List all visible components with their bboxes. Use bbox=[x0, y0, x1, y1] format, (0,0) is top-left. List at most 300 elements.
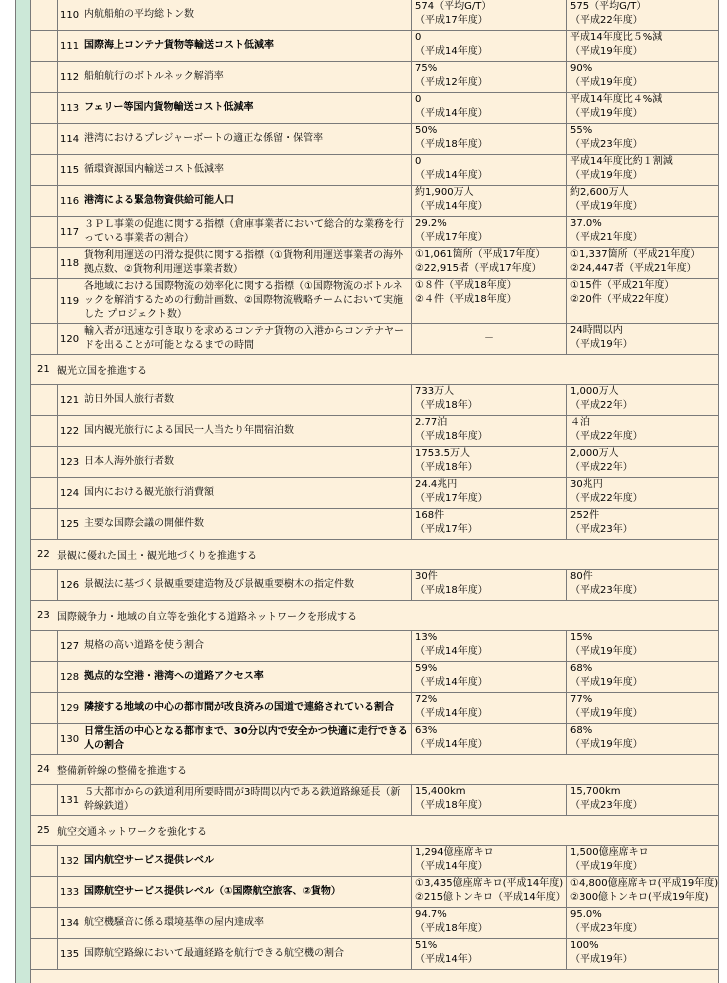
value-text: ①4,800億座席キロ(平成19年度) bbox=[570, 878, 719, 889]
value-text: 2.77泊 bbox=[415, 417, 448, 428]
target-value-cell bbox=[566, 248, 718, 278]
value-period: （平成19年度） bbox=[570, 739, 643, 750]
row-gutter bbox=[31, 62, 58, 92]
table-row bbox=[31, 248, 718, 279]
section-header-22 bbox=[31, 540, 718, 570]
baseline-value-cell bbox=[411, 385, 566, 415]
value-text: 30兆円 bbox=[570, 479, 603, 490]
value-text: 80件 bbox=[570, 571, 593, 582]
value-text: 574（平均G/T） bbox=[415, 1, 492, 12]
value-period: （平成18年度） bbox=[415, 139, 488, 150]
value-period: （平成14年度） bbox=[415, 108, 488, 119]
table-row bbox=[31, 846, 718, 877]
value-period: ②24,447者（平成21年度） bbox=[570, 263, 697, 274]
row-gutter bbox=[31, 662, 58, 692]
indicator-label: 景観法に基づく景観重要建造物及び景観重要樹木の指定件数 bbox=[84, 579, 354, 590]
section-title bbox=[37, 540, 257, 569]
row-gutter bbox=[31, 385, 58, 415]
value-text: 50% bbox=[415, 125, 438, 136]
target-value-cell bbox=[566, 124, 718, 154]
row-gutter bbox=[31, 0, 58, 30]
value-text: 1753.5万人 bbox=[415, 448, 470, 459]
indicator-number: 110 bbox=[60, 9, 80, 21]
indicator-label: 内航船舶の平均総トン数 bbox=[84, 9, 194, 20]
indicator-cell bbox=[58, 62, 411, 92]
table-row bbox=[31, 509, 718, 540]
value-period: （平成14年度） bbox=[415, 201, 488, 212]
target-value-cell bbox=[566, 908, 718, 938]
value-period: （平成18年度） bbox=[415, 585, 488, 596]
indicator-number: 125 bbox=[60, 518, 80, 530]
baseline-value-cell bbox=[411, 186, 566, 216]
table-row bbox=[31, 0, 718, 31]
table-row bbox=[31, 693, 718, 724]
row-gutter bbox=[31, 93, 58, 123]
indicator-label: 輸入者が迅速な引き取りを求めるコンテナ貨物の入港からコンテナヤードを出ることが可能となるまでの時間 bbox=[84, 326, 404, 351]
section-number: 24 bbox=[37, 764, 50, 775]
indicator-cell bbox=[58, 785, 411, 815]
value-text: 13% bbox=[415, 632, 438, 643]
value-text: ①1,061箇所（平成17年度） bbox=[415, 249, 546, 260]
value-period: （平成14年度） bbox=[415, 170, 488, 181]
indicator-label: ３ＰＬ事業の促進に関する指標（倉庫事業者において総合的な業務を行っている事業者の割合） bbox=[84, 219, 404, 244]
value-text: ①1,337箇所（平成21年度） bbox=[570, 249, 701, 260]
indicator-number: 119 bbox=[60, 295, 80, 307]
value-period: （平成14年度） bbox=[415, 46, 488, 57]
indicator-cell bbox=[58, 877, 411, 907]
row-gutter bbox=[31, 248, 58, 278]
value-period: （平成18年度） bbox=[415, 431, 488, 442]
indicator-label: 隣接する地域の中心の都市間が改良済みの国道で連絡されている割合 bbox=[84, 702, 394, 713]
indicator-cell bbox=[58, 385, 411, 415]
row-gutter bbox=[31, 509, 58, 539]
value-text: 29.2% bbox=[415, 218, 447, 229]
baseline-value-cell bbox=[411, 248, 566, 278]
indicator-cell bbox=[58, 724, 411, 754]
target-value-cell bbox=[566, 416, 718, 446]
indicator-number: 132 bbox=[60, 855, 80, 867]
section-number: 22 bbox=[37, 549, 50, 560]
table-row bbox=[31, 478, 718, 509]
value-text: 68% bbox=[570, 663, 593, 674]
indicator-cell bbox=[58, 0, 411, 30]
value-period: （平成23年） bbox=[570, 524, 633, 535]
indicator-number: 115 bbox=[60, 164, 80, 176]
value-period: （平成19年） bbox=[570, 339, 633, 350]
section-header-21 bbox=[31, 355, 718, 385]
section-title bbox=[37, 816, 207, 845]
value-period: （平成19年度） bbox=[570, 77, 643, 88]
section-header-24 bbox=[31, 755, 718, 785]
indicator-label: 各地域における国際物流の効率化に関する指標（①国際物流のボトルネックを解消するための行動計画数、②国際物流戦略チームにおいて実施した プロジェクト数） bbox=[84, 281, 403, 320]
value-period: ②20件（平成22年度） bbox=[570, 294, 675, 305]
row-gutter bbox=[31, 447, 58, 477]
value-period: （平成17年度） bbox=[415, 15, 488, 26]
indicator-label: フェリー等国内貨物輸送コスト低減率 bbox=[84, 102, 254, 113]
target-value-cell bbox=[566, 631, 718, 661]
indicator-label: 港湾による緊急物資供給可能人口 bbox=[84, 195, 234, 206]
target-value-cell bbox=[566, 62, 718, 92]
row-gutter bbox=[31, 279, 58, 323]
indicator-number: 120 bbox=[60, 333, 80, 345]
indicator-number: 118 bbox=[60, 257, 80, 269]
value-text: 94.7% bbox=[415, 909, 447, 920]
baseline-value-cell bbox=[411, 846, 566, 876]
row-gutter bbox=[31, 631, 58, 661]
value-text: 2,000万人 bbox=[570, 448, 619, 459]
value-period: （平成14年度） bbox=[415, 646, 488, 657]
value-text: 252件 bbox=[570, 510, 600, 521]
indicator-cell bbox=[58, 31, 411, 61]
indicator-label: 国内における観光旅行消費額 bbox=[84, 487, 214, 498]
target-value-cell bbox=[566, 31, 718, 61]
section-header-25 bbox=[31, 816, 718, 846]
value-text: 24.4兆円 bbox=[415, 479, 458, 490]
indicator-cell bbox=[58, 416, 411, 446]
table-row bbox=[31, 186, 718, 217]
indicator-cell bbox=[58, 248, 411, 278]
value-period: （平成14年度） bbox=[415, 708, 488, 719]
table-row bbox=[31, 124, 718, 155]
value-text: 90% bbox=[570, 63, 593, 74]
section-label: 国際競争力・地域の自立等を強化する道路ネットワークを形成する bbox=[57, 612, 357, 623]
indicator-cell bbox=[58, 124, 411, 154]
section-number: 25 bbox=[37, 825, 50, 836]
indicator-number: 124 bbox=[60, 487, 80, 499]
value-period: （平成22年度） bbox=[570, 431, 643, 442]
target-value-cell bbox=[566, 570, 718, 600]
value-period: （平成19年度） bbox=[570, 646, 643, 657]
indicator-number: 114 bbox=[60, 133, 80, 145]
baseline-value-cell bbox=[411, 62, 566, 92]
indicator-table bbox=[30, 0, 719, 983]
indicator-cell bbox=[58, 939, 411, 969]
value-period: （平成22年） bbox=[570, 462, 633, 473]
baseline-value-cell bbox=[411, 324, 566, 354]
table-row bbox=[31, 908, 718, 939]
row-gutter bbox=[31, 31, 58, 61]
value-text: 0 bbox=[415, 32, 422, 43]
section-title bbox=[37, 601, 357, 630]
target-value-cell bbox=[566, 877, 718, 907]
indicator-label: 循環資源国内輸送コスト低減率 bbox=[84, 164, 224, 175]
value-text: 24時間以内 bbox=[570, 325, 623, 336]
baseline-value-cell bbox=[411, 877, 566, 907]
row-gutter bbox=[31, 478, 58, 508]
value-period: ②22,915者（平成17年度） bbox=[415, 263, 542, 274]
indicator-label: 国内航空サービス提供レベル bbox=[84, 855, 214, 866]
value-period: （平成14年度） bbox=[415, 677, 488, 688]
table-row bbox=[31, 939, 718, 970]
value-period: （平成19年） bbox=[570, 954, 633, 965]
indicator-cell bbox=[58, 324, 411, 354]
value-period: （平成18年） bbox=[415, 400, 478, 411]
target-value-cell bbox=[566, 662, 718, 692]
target-value-cell bbox=[566, 155, 718, 185]
indicator-number: 131 bbox=[60, 794, 80, 806]
indicator-number: 130 bbox=[60, 733, 80, 745]
value-period: ②４件（平成18年度） bbox=[415, 294, 517, 305]
indicator-label: 拠点的な空港・港湾への道路アクセス率 bbox=[84, 671, 264, 682]
value-text: 1,294億座席キロ bbox=[415, 847, 494, 858]
target-value-cell bbox=[566, 785, 718, 815]
value-text: ４泊 bbox=[570, 417, 590, 428]
value-period: （平成23年度） bbox=[570, 923, 643, 934]
value-text: 1,500億座席キロ bbox=[570, 847, 649, 858]
table-row bbox=[31, 662, 718, 693]
indicator-label: 港湾におけるプレジャーボートの適正な係留・保管率 bbox=[84, 133, 324, 144]
target-value-cell bbox=[566, 509, 718, 539]
table-row bbox=[31, 155, 718, 186]
target-value-cell bbox=[566, 93, 718, 123]
indicator-label: 日常生活の中心となる都市まで、30分以内で安全かつ快適に走行できる人の割合 bbox=[84, 726, 408, 751]
indicator-number: 135 bbox=[60, 948, 80, 960]
value-period: （平成23年度） bbox=[570, 800, 643, 811]
value-text: 約1,900万人 bbox=[415, 187, 474, 198]
value-text: ①15件（平成21年度） bbox=[570, 280, 675, 291]
indicator-number: 116 bbox=[60, 195, 80, 207]
target-value-cell bbox=[566, 939, 718, 969]
value-period: ②215億トンキロ（平成14年度） bbox=[415, 892, 566, 903]
baseline-value-cell bbox=[411, 908, 566, 938]
baseline-value-cell bbox=[411, 509, 566, 539]
indicator-label: 国際航空サービス提供レベル（①国際航空旅客、②貨物） bbox=[84, 886, 341, 897]
target-value-cell bbox=[566, 447, 718, 477]
indicator-label: ５大都市からの鉄道利用所要時間が3時間以内である鉄道路線延長（新幹線鉄道） bbox=[84, 787, 401, 812]
value-period: （平成19年度） bbox=[570, 861, 643, 872]
target-value-cell bbox=[566, 724, 718, 754]
row-gutter bbox=[31, 570, 58, 600]
indicator-number: 128 bbox=[60, 671, 80, 683]
baseline-value-cell bbox=[411, 31, 566, 61]
row-gutter bbox=[31, 693, 58, 723]
value-text: 0 bbox=[415, 94, 422, 105]
indicator-number: 121 bbox=[60, 394, 80, 406]
row-gutter bbox=[31, 908, 58, 938]
value-period: （平成22年） bbox=[570, 400, 633, 411]
baseline-value-cell bbox=[411, 447, 566, 477]
value-text: 55% bbox=[570, 125, 593, 136]
table-row bbox=[31, 570, 718, 601]
row-gutter bbox=[31, 785, 58, 815]
baseline-value-cell bbox=[411, 785, 566, 815]
indicator-cell bbox=[58, 217, 411, 247]
value-text: 15,700km bbox=[570, 786, 621, 797]
baseline-value-cell bbox=[411, 570, 566, 600]
table-row bbox=[31, 631, 718, 662]
value-period: （平成18年度） bbox=[415, 923, 488, 934]
indicator-number: 134 bbox=[60, 917, 80, 929]
target-value-cell bbox=[566, 186, 718, 216]
value-period: （平成19年度） bbox=[570, 677, 643, 688]
value-text: 63% bbox=[415, 725, 438, 736]
value-text: － bbox=[484, 333, 494, 344]
baseline-value-cell bbox=[411, 155, 566, 185]
value-period: （平成23年度） bbox=[570, 139, 643, 150]
indicator-number: 112 bbox=[60, 71, 80, 83]
value-period: ②300億トンキロ(平成19年度) bbox=[570, 892, 709, 903]
baseline-value-cell bbox=[411, 0, 566, 30]
value-period: （平成23年度） bbox=[570, 585, 643, 596]
row-gutter bbox=[31, 155, 58, 185]
baseline-value-cell bbox=[411, 217, 566, 247]
value-text: 平成14年度比約１割減 bbox=[570, 156, 673, 167]
indicator-number: 127 bbox=[60, 640, 80, 652]
indicator-cell bbox=[58, 279, 411, 323]
value-text: 168件 bbox=[415, 510, 445, 521]
indicator-cell bbox=[58, 447, 411, 477]
baseline-value-cell bbox=[411, 631, 566, 661]
target-value-cell bbox=[566, 279, 718, 323]
baseline-value-cell bbox=[411, 124, 566, 154]
value-text: 95.0% bbox=[570, 909, 602, 920]
indicator-number: 133 bbox=[60, 886, 80, 898]
value-text: 15,400km bbox=[415, 786, 466, 797]
value-period: （平成14年） bbox=[415, 954, 478, 965]
indicator-label: 日本人海外旅行者数 bbox=[84, 456, 174, 467]
row-gutter bbox=[31, 217, 58, 247]
table-row bbox=[31, 785, 718, 816]
section-number: 23 bbox=[37, 610, 50, 621]
value-text: 59% bbox=[415, 663, 438, 674]
indicator-cell bbox=[58, 509, 411, 539]
target-value-cell bbox=[566, 0, 718, 30]
table-row bbox=[31, 416, 718, 447]
value-period: （平成17年度） bbox=[415, 493, 488, 504]
indicator-number: 113 bbox=[60, 102, 80, 114]
value-text: 575（平均G/T） bbox=[570, 1, 647, 12]
table-row bbox=[31, 324, 718, 355]
baseline-value-cell bbox=[411, 93, 566, 123]
indicator-cell bbox=[58, 570, 411, 600]
indicator-label: 航空機騒音に係る環境基準の屋内達成率 bbox=[84, 917, 264, 928]
table-row bbox=[31, 62, 718, 93]
value-text: 30件 bbox=[415, 571, 438, 582]
value-period: （平成22年度） bbox=[570, 15, 643, 26]
row-gutter bbox=[31, 324, 58, 354]
target-value-cell bbox=[566, 324, 718, 354]
indicator-label: 訪日外国人旅行者数 bbox=[84, 394, 174, 405]
indicator-cell bbox=[58, 478, 411, 508]
target-value-cell bbox=[566, 693, 718, 723]
section-title bbox=[37, 755, 187, 784]
table-row bbox=[31, 447, 718, 478]
table-row bbox=[31, 385, 718, 416]
indicator-cell bbox=[58, 908, 411, 938]
indicator-cell bbox=[58, 662, 411, 692]
value-period: （平成14年度） bbox=[415, 739, 488, 750]
indicator-label: 貨物利用運送の円滑な提供に関する指標（①貨物利用運送事業者の海外拠点数、②貨物利用運送事業者数） bbox=[84, 250, 403, 275]
indicator-number: 111 bbox=[60, 40, 80, 52]
row-gutter bbox=[31, 724, 58, 754]
value-period: （平成21年度） bbox=[570, 232, 643, 243]
value-text: 1,000万人 bbox=[570, 386, 619, 397]
value-period: （平成14年度） bbox=[415, 861, 488, 872]
value-period: （平成18年度） bbox=[415, 800, 488, 811]
value-period: （平成19年度） bbox=[570, 108, 643, 119]
indicator-number: 117 bbox=[60, 226, 80, 238]
value-period: （平成19年度） bbox=[570, 708, 643, 719]
target-value-cell bbox=[566, 846, 718, 876]
table-row bbox=[31, 31, 718, 62]
section-label: 航空交通ネットワークを強化する bbox=[57, 827, 207, 838]
value-period: （平成19年度） bbox=[570, 170, 643, 181]
value-text: 72% bbox=[415, 694, 438, 705]
section-header-23 bbox=[31, 601, 718, 631]
value-text: 100% bbox=[570, 940, 599, 951]
value-period: （平成22年度） bbox=[570, 493, 643, 504]
baseline-value-cell bbox=[411, 279, 566, 323]
section-title bbox=[37, 355, 147, 384]
value-period: （平成18年） bbox=[415, 462, 478, 473]
value-text: 68% bbox=[570, 725, 593, 736]
value-text: ①８件（平成18年度） bbox=[415, 280, 517, 291]
indicator-number: 122 bbox=[60, 425, 80, 437]
indicator-label: 主要な国際会議の開催件数 bbox=[84, 518, 204, 529]
indicator-cell bbox=[58, 631, 411, 661]
indicator-label: 国内観光旅行による国民一人当たり年間宿泊数 bbox=[84, 425, 294, 436]
indicator-cell bbox=[58, 186, 411, 216]
baseline-value-cell bbox=[411, 724, 566, 754]
table-row bbox=[31, 217, 718, 248]
indicator-cell bbox=[58, 846, 411, 876]
section-label: 観光立国を推進する bbox=[57, 366, 147, 377]
baseline-value-cell bbox=[411, 416, 566, 446]
row-gutter bbox=[31, 186, 58, 216]
value-text: ①3,435億座席キロ(平成14年度) bbox=[415, 878, 564, 889]
row-gutter bbox=[31, 939, 58, 969]
row-gutter bbox=[31, 846, 58, 876]
left-color-stripe bbox=[15, 0, 31, 983]
indicator-number: 123 bbox=[60, 456, 80, 468]
value-text: 733万人 bbox=[415, 386, 455, 397]
baseline-value-cell bbox=[411, 939, 566, 969]
indicator-number: 129 bbox=[60, 702, 80, 714]
target-value-cell bbox=[566, 217, 718, 247]
value-period: （平成17年） bbox=[415, 524, 478, 535]
indicator-label: 規格の高い道路を使う割合 bbox=[84, 640, 204, 651]
value-text: 51% bbox=[415, 940, 438, 951]
value-text: 15% bbox=[570, 632, 593, 643]
table-row bbox=[31, 724, 718, 755]
indicator-label: 船舶航行のボトルネック解消率 bbox=[84, 71, 224, 82]
row-gutter bbox=[31, 416, 58, 446]
row-gutter bbox=[31, 124, 58, 154]
value-text: 0 bbox=[415, 156, 422, 167]
indicator-label: 国際航空路線において最適経路を航行できる航空機の割合 bbox=[84, 948, 344, 959]
value-text: 平成14年度比４%減 bbox=[570, 94, 663, 105]
value-text: 75% bbox=[415, 63, 438, 74]
indicator-label: 国際海上コンテナ貨物等輸送コスト低減率 bbox=[84, 40, 274, 51]
section-label: 景観に優れた国土・観光地づくりを推進する bbox=[57, 551, 257, 562]
baseline-value-cell bbox=[411, 693, 566, 723]
table-row bbox=[31, 877, 718, 908]
value-period: （平成12年度） bbox=[415, 77, 488, 88]
table-row bbox=[31, 93, 718, 124]
value-period: （平成17年度） bbox=[415, 232, 488, 243]
baseline-value-cell bbox=[411, 478, 566, 508]
indicator-cell bbox=[58, 693, 411, 723]
target-value-cell bbox=[566, 478, 718, 508]
indicator-cell bbox=[58, 93, 411, 123]
value-text: 約2,600万人 bbox=[570, 187, 629, 198]
indicator-cell bbox=[58, 155, 411, 185]
value-text: 37.0% bbox=[570, 218, 602, 229]
target-value-cell bbox=[566, 385, 718, 415]
section-number: 21 bbox=[37, 364, 50, 375]
section-label: 整備新幹線の整備を推進する bbox=[57, 766, 187, 777]
indicator-number: 126 bbox=[60, 579, 80, 591]
